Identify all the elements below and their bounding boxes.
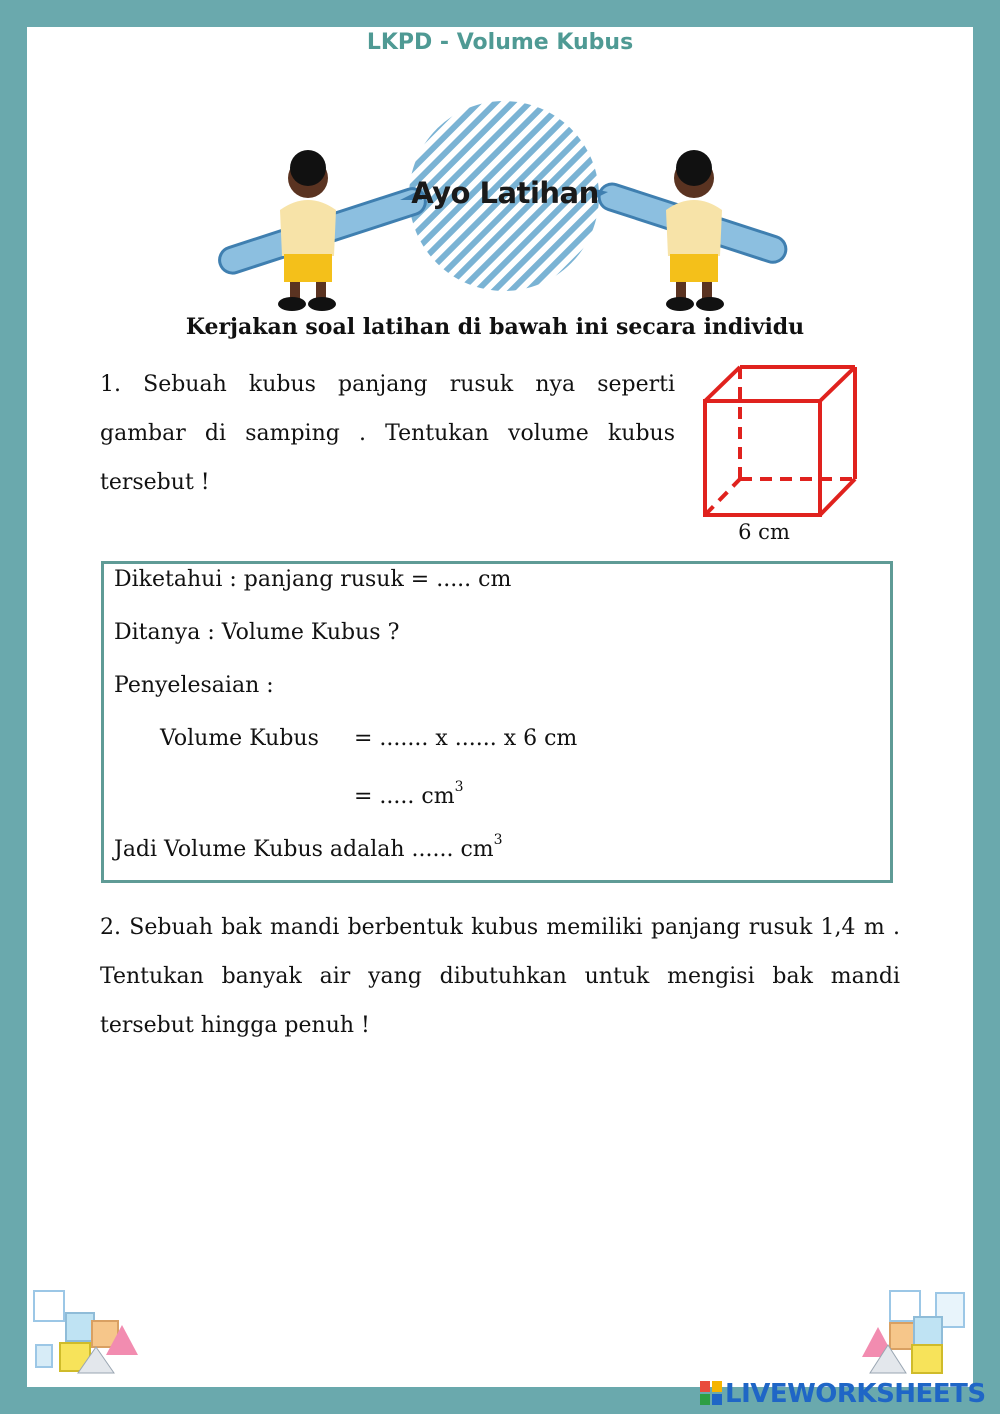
right-child-illustration: [666, 150, 724, 311]
known-line: Diketahui : panjang rusuk = ..... cm: [114, 567, 512, 592]
document-title: LKPD - Volume Kubus: [366, 30, 634, 55]
banner-illustration: [0, 0, 1000, 330]
question-1-text: 1. Sebuah kubus panjang rusuk nya seperti gambar di samping . Tentukan volume kubus tersebut !: [100, 372, 675, 495]
banner-title: Ayo Latihan: [411, 176, 599, 210]
conclusion-exponent: 3: [493, 832, 503, 848]
question-2-text: 2. Sebuah bak mandi berbentuk kubus memiliki panjang rusuk 1,4 m . Tentukan banyak air yang dibutuhkan untuk mengisi bak mandi tersebut hingga penuh !: [100, 915, 900, 1038]
result-exponent: 3: [454, 779, 464, 795]
cube-edge-label: 6 cm: [738, 520, 790, 544]
geometric-shapes-left-icon: [30, 1285, 145, 1375]
liveworksheets-logo-icon: [700, 1381, 722, 1405]
result-expression: = ..... cm: [354, 784, 455, 809]
liveworksheets-watermark: [700, 1379, 1000, 1411]
formula-expression: = ....... x ...... x 6 cm: [354, 726, 578, 751]
conclusion-text: Jadi Volume Kubus adalah ...... cm: [114, 837, 494, 862]
left-child-illustration: [278, 150, 336, 311]
instruction-text: Kerjakan soal latihan di bawah ini secara individu: [185, 314, 805, 340]
cube-diagram: [690, 355, 870, 525]
result-line: [354, 779, 464, 809]
solution-label: Penyelesaian :: [114, 673, 274, 698]
asked-line: Ditanya : Volume Kubus ?: [114, 620, 400, 645]
brand-text: LIVEWORKSHEETS: [725, 1379, 986, 1409]
formula-label: Volume Kubus: [160, 726, 319, 751]
conclusion-line: [114, 832, 503, 862]
geometric-shapes-right-icon: [860, 1285, 972, 1375]
